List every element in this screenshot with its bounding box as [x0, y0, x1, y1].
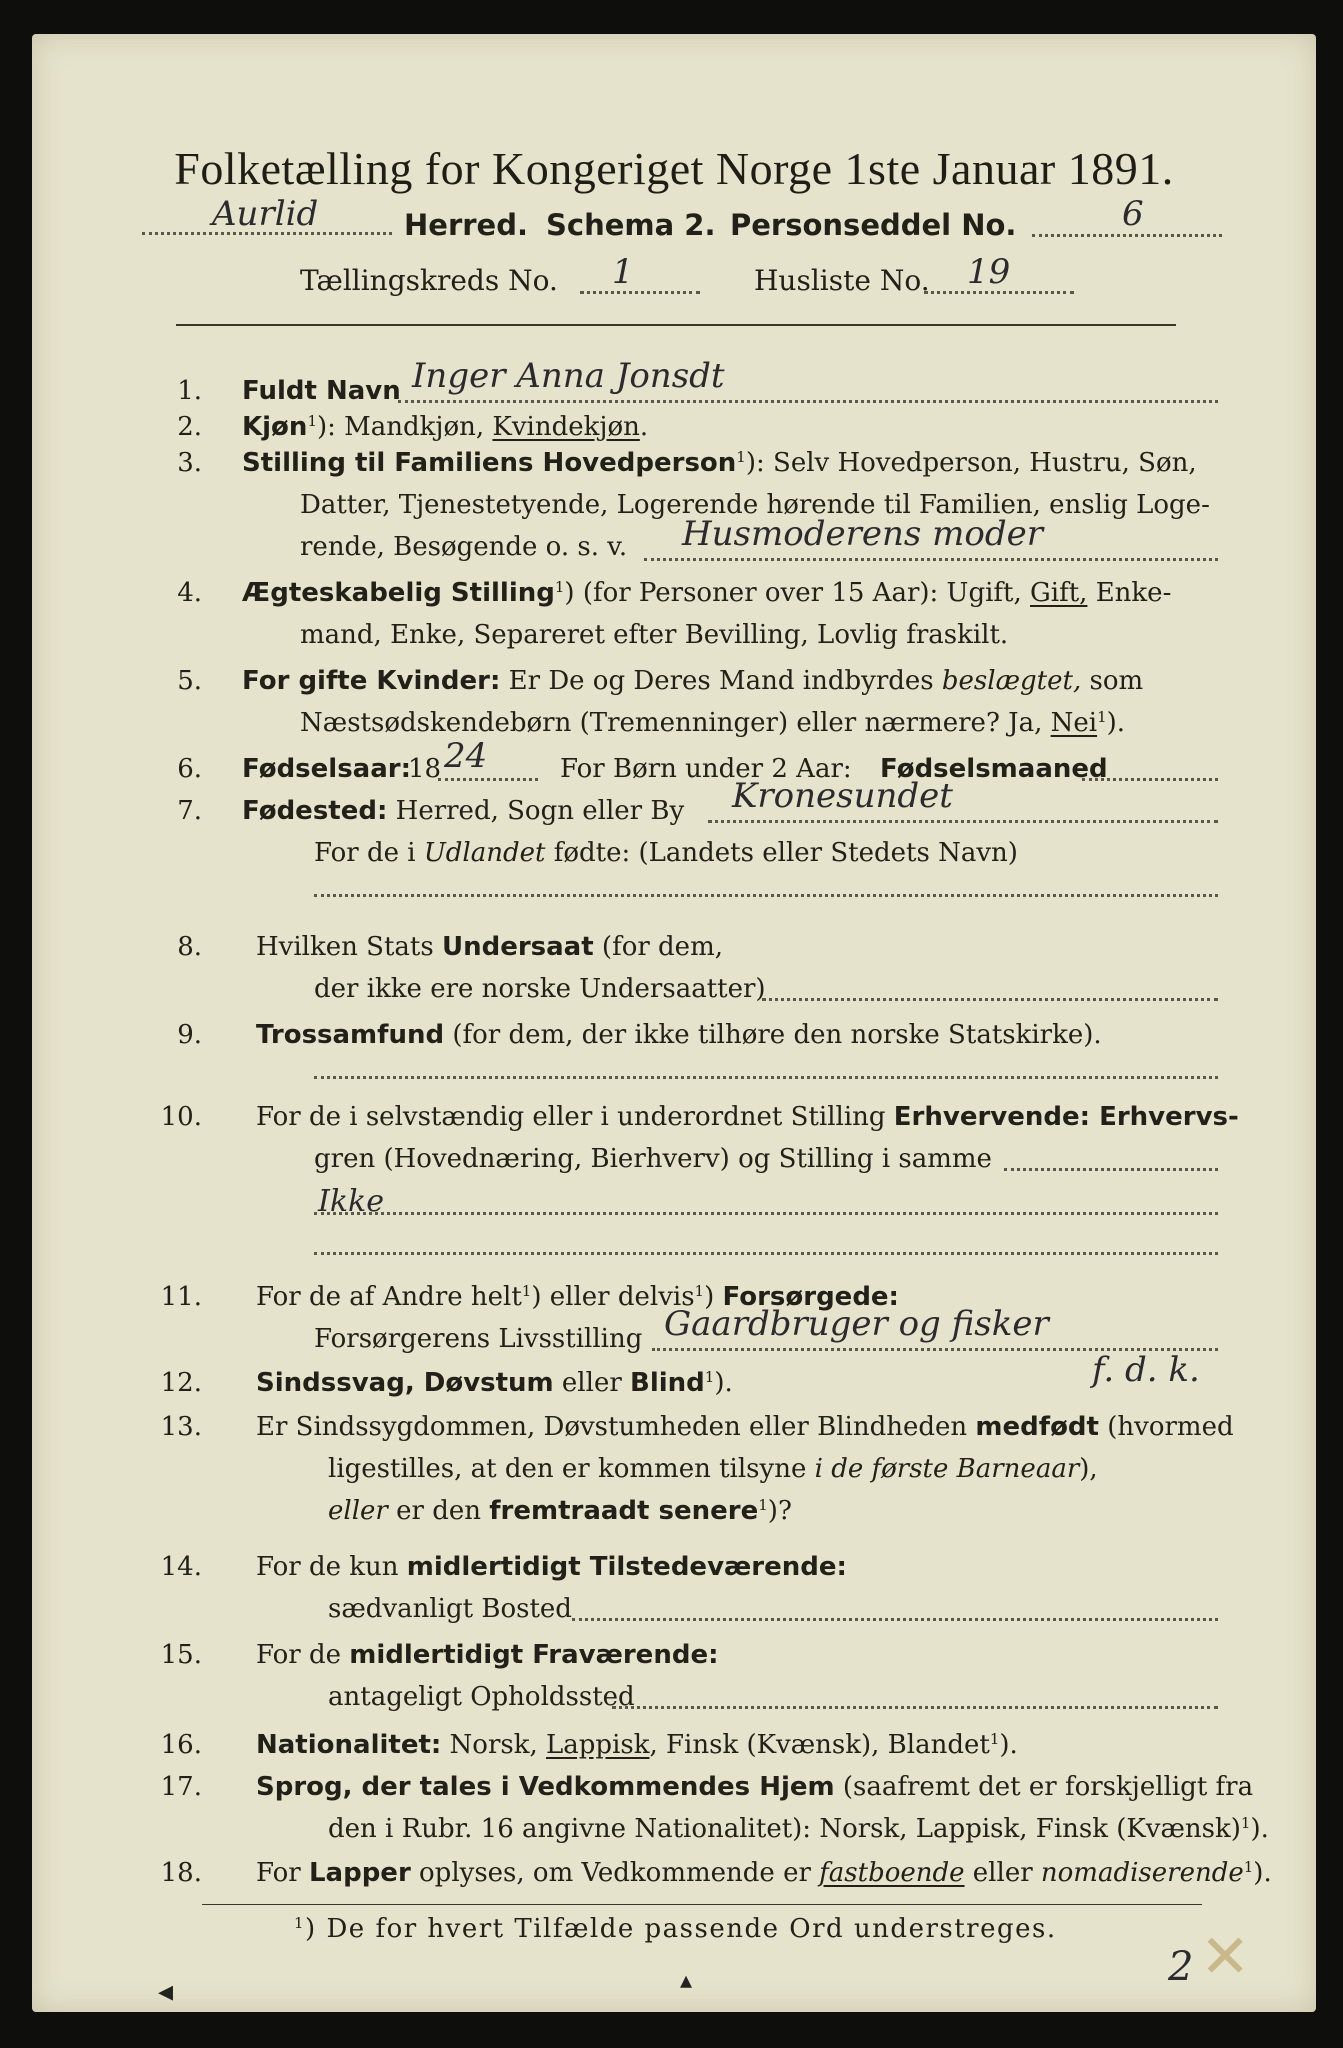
field-15-fill-line	[612, 1706, 1218, 1709]
field-3-fill-line	[644, 558, 1218, 561]
field-2-underlined: Kvindekjøn	[492, 412, 640, 442]
field-2-label: Kjøn	[242, 412, 308, 442]
field-9-label: Trossamfund	[256, 1020, 445, 1050]
field-9-fill-line	[314, 1076, 1218, 1079]
footnote-mark: 1	[294, 1914, 306, 1932]
field-3-line-1	[242, 448, 1197, 478]
field-11-text-b: ) eller delvis	[531, 1282, 695, 1312]
field-11-text-a: For de af Andre helt	[256, 1282, 522, 1312]
field-12-end: ).	[714, 1368, 733, 1398]
field-7-text-2b: fødte: (Landets eller Stedets Navn)	[545, 838, 1018, 868]
footnote-ref: 1	[694, 1282, 705, 1300]
field-10-fill-line-1	[1004, 1168, 1218, 1171]
corner-mark: 2	[1168, 1944, 1194, 1990]
footnote-ref: 1	[1240, 1814, 1251, 1832]
field-1-label: Fuldt Navn	[242, 376, 401, 406]
field-11-value: Gaardbruger og fisker	[664, 1304, 1049, 1344]
field-8-label: Undersaat	[441, 932, 594, 962]
field-16-line	[256, 1730, 1018, 1760]
field-7-line-2	[314, 838, 1018, 868]
field-6-value: 24	[444, 736, 488, 776]
field-5-text-a: Er De og Deres Mand indbyrdes	[500, 666, 942, 696]
field-11-value-2: f. d. k.	[1092, 1350, 1200, 1390]
field-16-label: Nationalitet:	[256, 1730, 442, 1760]
arrow-mark-icon: ◂	[158, 1974, 174, 2009]
field-9-text: (for dem, der ikke tilhøre den norske Statskirke).	[444, 1020, 1102, 1050]
field-18-label: Lapper	[308, 1858, 411, 1888]
field-7-italic: Udlandet	[423, 838, 546, 868]
footnote-ref: 1	[1243, 1858, 1254, 1876]
field-8-fill-line	[762, 998, 1218, 1001]
field-16-text-a: Norsk,	[441, 1730, 547, 1760]
field-18-underlined: fastboende	[819, 1858, 965, 1888]
field-12-label: Sindssvag, Døvstum	[256, 1368, 554, 1398]
field-11-number: 11.	[160, 1282, 202, 1312]
field-10-fill-line-3	[314, 1252, 1218, 1255]
field-14-label: midlertidigt Tilstedeværende:	[406, 1552, 847, 1582]
field-13-text-c: ligestilles, at den er kommen tilsyne	[328, 1454, 815, 1484]
field-6-fill-line-2	[1082, 778, 1218, 781]
field-5-text-b: som	[1081, 666, 1144, 696]
field-5-line-2	[300, 708, 1125, 738]
field-14-number: 14.	[160, 1552, 202, 1582]
kreds-fill-line	[580, 291, 700, 294]
field-12-line	[256, 1368, 733, 1398]
field-12-number: 12.	[160, 1368, 202, 1398]
field-6-label-2: Fødselsmaaned	[880, 754, 1108, 784]
kreds-label: Tællingskreds No.	[300, 264, 558, 297]
field-2-text-b: .	[639, 412, 649, 442]
field-13-label: medfødt	[975, 1412, 1099, 1442]
field-3-number: 3.	[177, 448, 202, 478]
field-2-text-a: ): Mandkjøn,	[316, 412, 493, 442]
field-10-value: Ikke	[318, 1184, 384, 1219]
field-16-end: ).	[999, 1730, 1018, 1760]
field-4-line-2: mand, Enke, Separeret efter Bevilling, Lovlig fraskilt.	[300, 620, 1009, 650]
footnote-ref: 1	[704, 1368, 715, 1386]
field-4-label: Ægteskabelig Stilling	[242, 578, 555, 608]
field-6-number: 6.	[177, 754, 202, 784]
field-13-number: 13.	[160, 1412, 202, 1442]
field-14-line-1	[256, 1552, 847, 1582]
field-5-italic: beslægtet,	[941, 666, 1082, 696]
field-13-line-3	[328, 1496, 792, 1526]
footnote-ref: 1	[1097, 708, 1107, 726]
field-13-text-d: ),	[1079, 1454, 1098, 1484]
field-3-value: Husmoderens moder	[682, 514, 1043, 554]
field-4-underlined: Gift,	[1030, 578, 1088, 608]
footnote-ref: 1	[554, 578, 565, 596]
field-15-line-1	[256, 1640, 718, 1670]
field-17-text: (saafremt det er forskjelligt fra	[834, 1772, 1254, 1802]
field-8-line-2: der ikke ere norske Undersaatter)	[314, 974, 766, 1004]
field-7-label: Fødested:	[242, 796, 388, 826]
field-17-number: 17.	[160, 1772, 202, 1802]
field-13-text-a: Er Sindssygdommen, Døvstumheden eller Blindheden	[256, 1412, 976, 1442]
field-16-number: 16.	[160, 1730, 202, 1760]
field-17-label: Sprog, der tales i Vedkommendes Hjem	[256, 1772, 835, 1802]
field-5-text-c: Næstsødskendebørn (Tremenninger) eller nærmere? Ja,	[300, 708, 1051, 738]
field-5-text-d: ).	[1106, 708, 1126, 738]
field-6-mid: For Børn under 2 Aar:	[560, 754, 852, 784]
field-9-line-1	[256, 1020, 1102, 1050]
field-6-fill-line	[438, 778, 538, 781]
field-12-label-2: Blind	[630, 1368, 705, 1398]
personseddel-value: 6	[1122, 194, 1144, 234]
field-17-line-2	[328, 1814, 1269, 1844]
field-18-number: 18.	[160, 1858, 202, 1888]
herred-value: Aurlid	[212, 194, 319, 234]
field-18-text-b: oplyses, om Vedkommende er	[410, 1858, 820, 1888]
kreds-value: 1	[612, 252, 634, 292]
field-2-line	[242, 412, 648, 442]
field-14-line-2: sædvanligt Bosted	[328, 1594, 572, 1624]
field-7-number: 7.	[177, 796, 202, 826]
field-4-text-a: ) (for Personer over 15 Aar): Ugift,	[564, 578, 1031, 608]
field-8-text-a: Hvilken Stats	[256, 932, 442, 962]
field-1-value: Inger Anna Jonsdt	[412, 356, 725, 396]
herred-label: Herred.	[404, 208, 528, 242]
field-13-line-2	[328, 1454, 1098, 1484]
field-6-prefix: 18	[408, 754, 442, 784]
field-11-line-2: Forsørgerens Livsstilling	[314, 1324, 643, 1354]
field-2-number: 2.	[177, 412, 202, 442]
husliste-label: Husliste No.	[754, 264, 930, 297]
field-8-line-1	[256, 932, 723, 962]
field-10-label: Erhvervende: Erhvervs-	[893, 1102, 1239, 1132]
field-18-text-a: For	[256, 1858, 309, 1888]
field-7-fill-line	[708, 820, 1218, 823]
field-7-line-1	[242, 796, 684, 826]
field-15-line-2: antageligt Opholdssted	[328, 1682, 635, 1712]
field-15-text-a: For de	[256, 1640, 350, 1670]
field-10-line-2: gren (Hovednæring, Bierhverv) og Stilling i samme	[314, 1144, 992, 1174]
field-3-text-1: ): Selv Hovedperson, Hustru, Søn,	[745, 448, 1197, 478]
footnote	[294, 1914, 1057, 1944]
field-10-fill-line-2	[314, 1212, 1218, 1215]
field-18-text-c: eller	[964, 1858, 1041, 1888]
census-form-sheet	[32, 34, 1316, 2012]
field-10-number: 10.	[160, 1102, 202, 1132]
field-8-number: 8.	[177, 932, 202, 962]
field-16-text-b: , Finsk (Kvænsk), Blandet	[649, 1730, 990, 1760]
field-3-line-2: Datter, Tjenestetyende, Logerende hørende til Familien, enslig Loge-	[300, 490, 1210, 520]
field-12-mid: eller	[553, 1368, 631, 1398]
field-18-italic: nomadiserende	[1040, 1858, 1244, 1888]
cross-mark-icon: ✕	[1200, 1922, 1251, 1992]
field-7-text-1: Herred, Sogn eller By	[387, 796, 685, 826]
field-18-end: ).	[1253, 1858, 1272, 1888]
field-1-fill-line	[398, 400, 1218, 403]
footnote-text: ) De for hvert Tilfælde passende Ord understreges.	[305, 1914, 1057, 1944]
personseddel-fill-line	[1032, 234, 1222, 237]
field-3-label: Stilling til Familiens Hovedperson	[242, 448, 737, 478]
field-13-text-f: )?	[767, 1496, 792, 1526]
form-title: Folketælling for Kongeriget Norge 1ste Januar 1891.	[174, 143, 1174, 194]
schema-label: Schema 2.	[546, 208, 716, 242]
field-8-text-b: (for dem,	[593, 932, 723, 962]
field-5-line-1	[242, 666, 1143, 696]
field-17-text-2: den i Rubr. 16 angivne Nationalitet): Norsk, Lappisk, Finsk (Kvænsk)	[328, 1814, 1241, 1844]
field-4-number: 4.	[177, 578, 202, 608]
field-10-line-1	[256, 1102, 1239, 1132]
field-4-line-1	[242, 578, 1171, 608]
field-7-text-2a: For de i	[314, 838, 424, 868]
field-15-number: 15.	[160, 1640, 202, 1670]
field-16-underlined: Lappisk	[546, 1730, 650, 1760]
footnote-ref: 1	[989, 1730, 1000, 1748]
footnote-ref: 1	[307, 412, 317, 430]
field-13-text-b: (hvormed	[1098, 1412, 1234, 1442]
field-15-label: midlertidigt Fraværende:	[349, 1640, 719, 1670]
field-13-text-e: er den	[387, 1496, 490, 1526]
field-5-underlined: Nei	[1050, 708, 1098, 738]
field-17-line-1	[256, 1772, 1253, 1802]
field-13-italic-2: eller	[328, 1496, 388, 1526]
field-13-label-2: fremtraadt senere	[489, 1496, 759, 1526]
field-7-fill-line-2	[314, 894, 1218, 897]
footnote-ref: 1	[521, 1282, 532, 1300]
field-4-text-b: Enke-	[1087, 578, 1172, 608]
field-3-line-3: rende, Besøgende o. s. v.	[300, 532, 628, 562]
husliste-value: 19	[967, 252, 1011, 292]
field-13-line-1	[256, 1412, 1234, 1442]
header-rule	[176, 324, 1176, 326]
field-9-number: 9.	[177, 1020, 202, 1050]
field-5-label: For gifte Kvinder:	[242, 666, 501, 696]
field-17-end: ).	[1250, 1814, 1269, 1844]
arrow-mark-icon: ▴	[680, 1966, 693, 1994]
field-13-italic: i de første Barneaar	[814, 1454, 1080, 1484]
field-6-label: Fødselsaar:	[242, 754, 411, 784]
footnote-rule	[202, 1904, 1202, 1905]
field-11-label: Forsørgede:	[722, 1282, 899, 1312]
field-18-line	[256, 1858, 1272, 1888]
field-14-fill-line	[572, 1618, 1218, 1621]
field-11-text-c: )	[704, 1282, 723, 1312]
field-7-value: Kronesundet	[732, 776, 953, 816]
personseddel-label: Personseddel No.	[730, 208, 1017, 242]
field-5-number: 5.	[177, 666, 202, 696]
footnote-ref: 1	[736, 448, 746, 466]
field-14-text-a: For de kun	[256, 1552, 407, 1582]
field-1-number: 1.	[177, 376, 202, 406]
footnote-ref: 1	[758, 1496, 768, 1514]
field-10-text-a: For de i selvstændig eller i underordnet Stilling	[256, 1102, 894, 1132]
